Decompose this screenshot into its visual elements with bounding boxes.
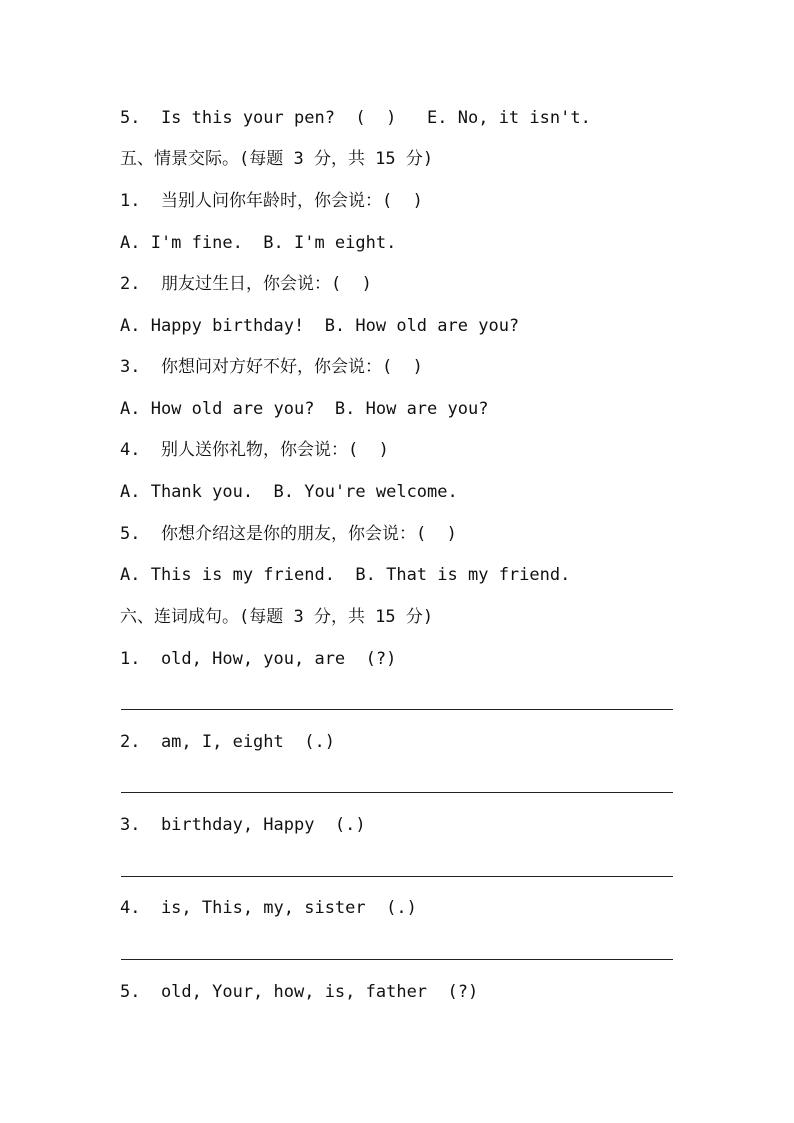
situation-options-3: A. How old are you? B. How are you? xyxy=(120,399,489,419)
answer-line-1 xyxy=(121,709,673,710)
matching-question-5: 5. Is this your pen? ( ) E. No, it isn't. xyxy=(120,108,591,128)
answer-line-2 xyxy=(121,792,673,793)
situation-options-4: A. Thank you. B. You're welcome. xyxy=(120,482,458,502)
sentence-item-2: 2. am, I, eight (.) xyxy=(120,732,335,752)
situation-question-3: 3. 你想问对方好不好，你会说：( ) xyxy=(120,357,423,377)
answer-line-3 xyxy=(121,876,673,877)
sentence-item-1: 1. old, How, you, are (?) xyxy=(120,649,397,669)
situation-question-2: 2. 朋友过生日，你会说：( ) xyxy=(120,274,372,294)
section-6-heading: 六、连词成句。(每题 3 分，共 15 分) xyxy=(120,607,434,627)
answer-line-4 xyxy=(121,959,673,960)
situation-question-4: 4. 别人送你礼物，你会说：( ) xyxy=(120,440,389,460)
situation-options-5: A. This is my friend. B. That is my friend. xyxy=(120,565,571,585)
section-5-heading: 五、情景交际。(每题 3 分，共 15 分) xyxy=(120,149,434,169)
situation-question-1: 1. 当别人问你年龄时，你会说：( ) xyxy=(120,191,423,211)
situation-question-5: 5. 你想介绍这是你的朋友，你会说：( ) xyxy=(120,524,457,544)
situation-options-2: A. Happy birthday! B. How old are you? xyxy=(120,316,520,336)
sentence-item-5: 5. old, Your, how, is, father (?) xyxy=(120,982,479,1002)
situation-options-1: A. I'm fine. B. I'm eight. xyxy=(120,233,397,253)
sentence-item-3: 3. birthday, Happy (.) xyxy=(120,815,366,835)
sentence-item-4: 4. is, This, my, sister (.) xyxy=(120,898,417,918)
